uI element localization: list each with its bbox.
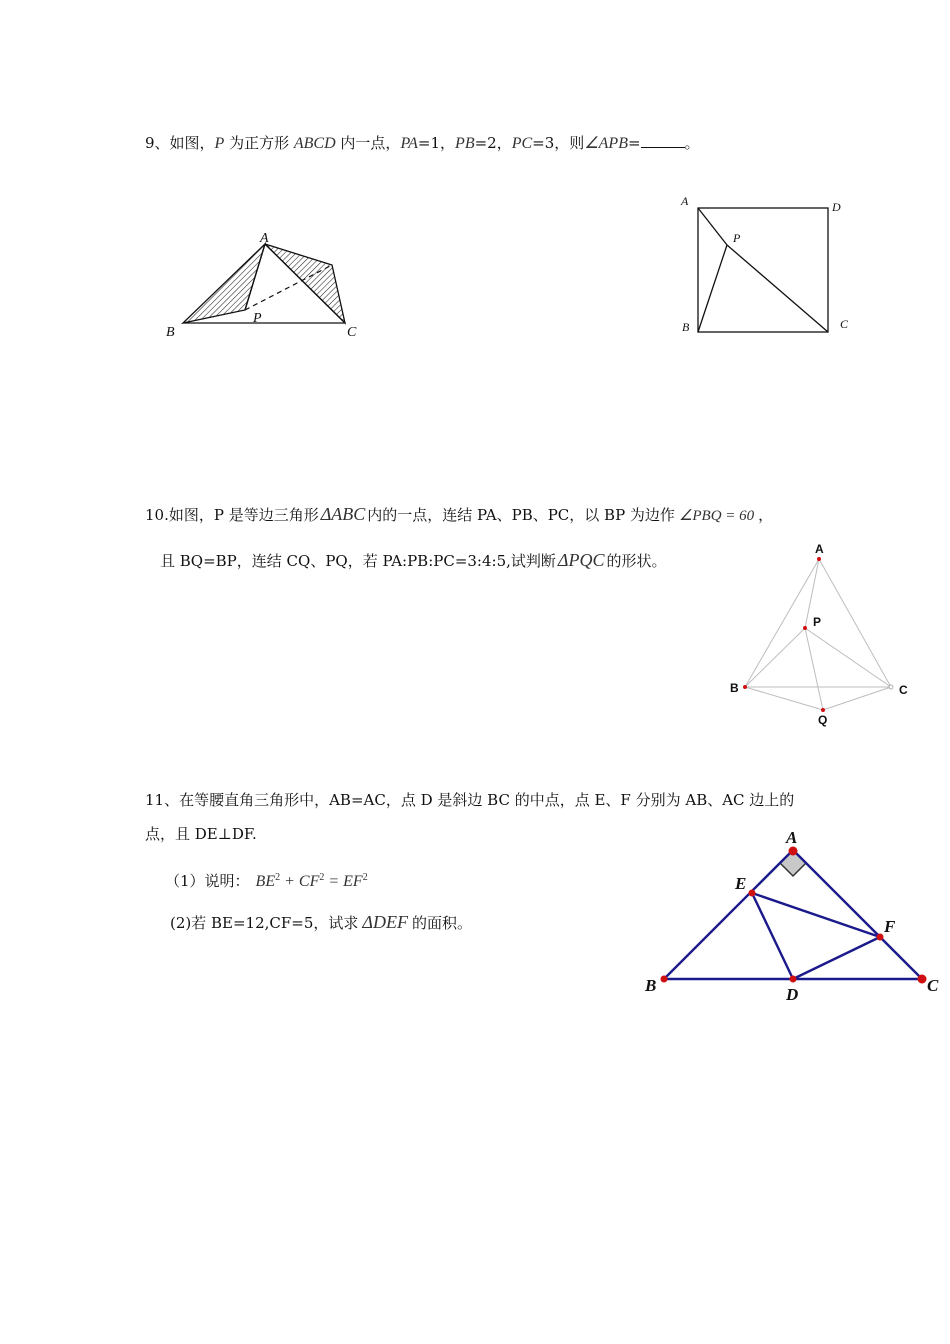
q9-fig2-label-b: B bbox=[682, 320, 690, 334]
q11-sq-3: 2 bbox=[362, 872, 368, 883]
q9-answer-blank bbox=[641, 133, 685, 148]
q11-be: BE bbox=[255, 873, 276, 890]
q10-edge-pb bbox=[745, 628, 805, 687]
q9-sq-pa bbox=[698, 208, 727, 245]
q9-text1: 为正方形 bbox=[224, 134, 294, 152]
q9-square: ABCD bbox=[293, 135, 336, 152]
q10-line2 bbox=[160, 550, 666, 571]
q10-figure bbox=[725, 540, 915, 730]
q10-edge-ac bbox=[819, 559, 891, 687]
q9-fig2-label-c: C bbox=[840, 317, 849, 331]
q11-line2: 点，且 DE⊥DF. bbox=[145, 825, 257, 843]
q9-pb-val: =2， bbox=[474, 134, 512, 152]
q10-edge-pc bbox=[805, 628, 891, 687]
q10-angle-pbq: ∠PBQ = 60 bbox=[678, 508, 755, 524]
q10-point-q bbox=[821, 708, 825, 712]
q9-fig1-label-b: B bbox=[166, 325, 175, 340]
q11-cf: + CF bbox=[284, 873, 320, 890]
q10-line1-c: ， bbox=[758, 506, 774, 524]
q11-label-f: F bbox=[884, 917, 896, 936]
q10-line1 bbox=[145, 504, 773, 526]
q11-point-d bbox=[790, 976, 797, 983]
q11-seg-ef bbox=[752, 893, 880, 937]
q11-point-f bbox=[877, 934, 884, 941]
q11-label-e: E bbox=[735, 874, 747, 893]
q11-label-d: D bbox=[786, 985, 799, 1004]
q11-label-a: A bbox=[786, 828, 798, 847]
q9-fig2-label-a: A bbox=[681, 194, 689, 208]
q9-square-abcd bbox=[698, 208, 828, 332]
q10-point-c bbox=[889, 685, 893, 689]
q9-pa: PA bbox=[400, 135, 418, 152]
q11-sq-1: 2 bbox=[275, 872, 281, 883]
q11-tri-def: ΔDEF bbox=[362, 912, 408, 932]
q11-label-c: C bbox=[927, 976, 939, 995]
q10-label-a: A bbox=[815, 542, 824, 556]
q11-part2 bbox=[170, 912, 472, 933]
q11-part2-a: (2)若 BE=12,CF=5，试求 bbox=[170, 914, 359, 932]
q9-p: P bbox=[214, 135, 225, 152]
q9-figure-square bbox=[675, 190, 855, 340]
q11-line1: 11、在等腰直角三角形中，AB=AC，点 D 是斜边 BC 的中点，点 E、F 分别为 AB、AC 边上的 bbox=[145, 791, 795, 809]
q10-line1-a: 10.如图，P 是等边三角形 bbox=[145, 506, 319, 524]
q11-point-e bbox=[749, 890, 756, 897]
q10-label-q: Q bbox=[818, 713, 828, 727]
q10-label-b: B bbox=[730, 681, 739, 695]
q11-point-c bbox=[918, 975, 927, 984]
q10-line2-b: 的形状。 bbox=[606, 552, 667, 570]
q9-fig1-label-p: P bbox=[253, 311, 262, 326]
q10-label-p: P bbox=[813, 615, 822, 629]
q9-fig1-label-a: A bbox=[260, 231, 269, 246]
q9-pa-val: =1， bbox=[417, 134, 456, 152]
q9-text bbox=[145, 133, 700, 154]
q9-fig2-label-d: D bbox=[832, 200, 841, 214]
q11-point-a bbox=[789, 847, 798, 856]
q10-label-c: C bbox=[899, 683, 908, 697]
q9-fig2-label-p: P bbox=[733, 231, 741, 245]
q9-end: 。 bbox=[684, 134, 700, 152]
q9-sq-pb bbox=[698, 245, 727, 332]
q9-figure-rotation bbox=[160, 225, 370, 345]
q10-point-a bbox=[817, 557, 821, 561]
q10-point-b bbox=[743, 685, 747, 689]
q9-text2: 内一点， bbox=[335, 134, 401, 152]
q11-part2-b: 的面积。 bbox=[411, 914, 472, 932]
q11-part1 bbox=[165, 868, 368, 892]
q9-sq-pc bbox=[727, 245, 828, 332]
q9-eq: = bbox=[627, 134, 641, 152]
q9-pb: PB bbox=[455, 135, 475, 152]
q11-sq-2: 2 bbox=[319, 872, 325, 883]
q11-ef: = EF bbox=[328, 873, 363, 890]
q10-edge-ab bbox=[745, 559, 822, 687]
q11-label-b: B bbox=[645, 976, 657, 995]
q10-edge-pq bbox=[805, 628, 823, 710]
q11-side-ab bbox=[664, 850, 793, 979]
q9-angle: ∠APB bbox=[584, 135, 628, 152]
q9-pc: PC bbox=[511, 135, 533, 152]
q11-seg-df bbox=[793, 937, 880, 979]
q10-tri-abc: ΔABC bbox=[320, 504, 366, 524]
q11-point-b bbox=[661, 976, 668, 983]
q10-edge-bq bbox=[745, 687, 823, 710]
q9-fig1-label-c: C bbox=[347, 325, 357, 340]
q10-edge-cq bbox=[823, 687, 891, 710]
q10-tri-pqc: ΔPQC bbox=[557, 550, 605, 570]
q11-part1-label: （1）说明： bbox=[165, 872, 250, 890]
q9-number: 9、如图， bbox=[145, 134, 215, 152]
q9-pc-val: =3，则 bbox=[532, 134, 585, 152]
q10-line2-a: 且 BQ=BP，连结 CQ、PQ，若 PA:PB:PC=3:4:5,试判断 bbox=[160, 552, 556, 570]
q10-point-p bbox=[803, 626, 807, 630]
q10-line1-b: 内的一点，连结 PA、PB、PC，以 BP 为边作 bbox=[367, 506, 675, 524]
q11-figure bbox=[640, 825, 945, 1005]
